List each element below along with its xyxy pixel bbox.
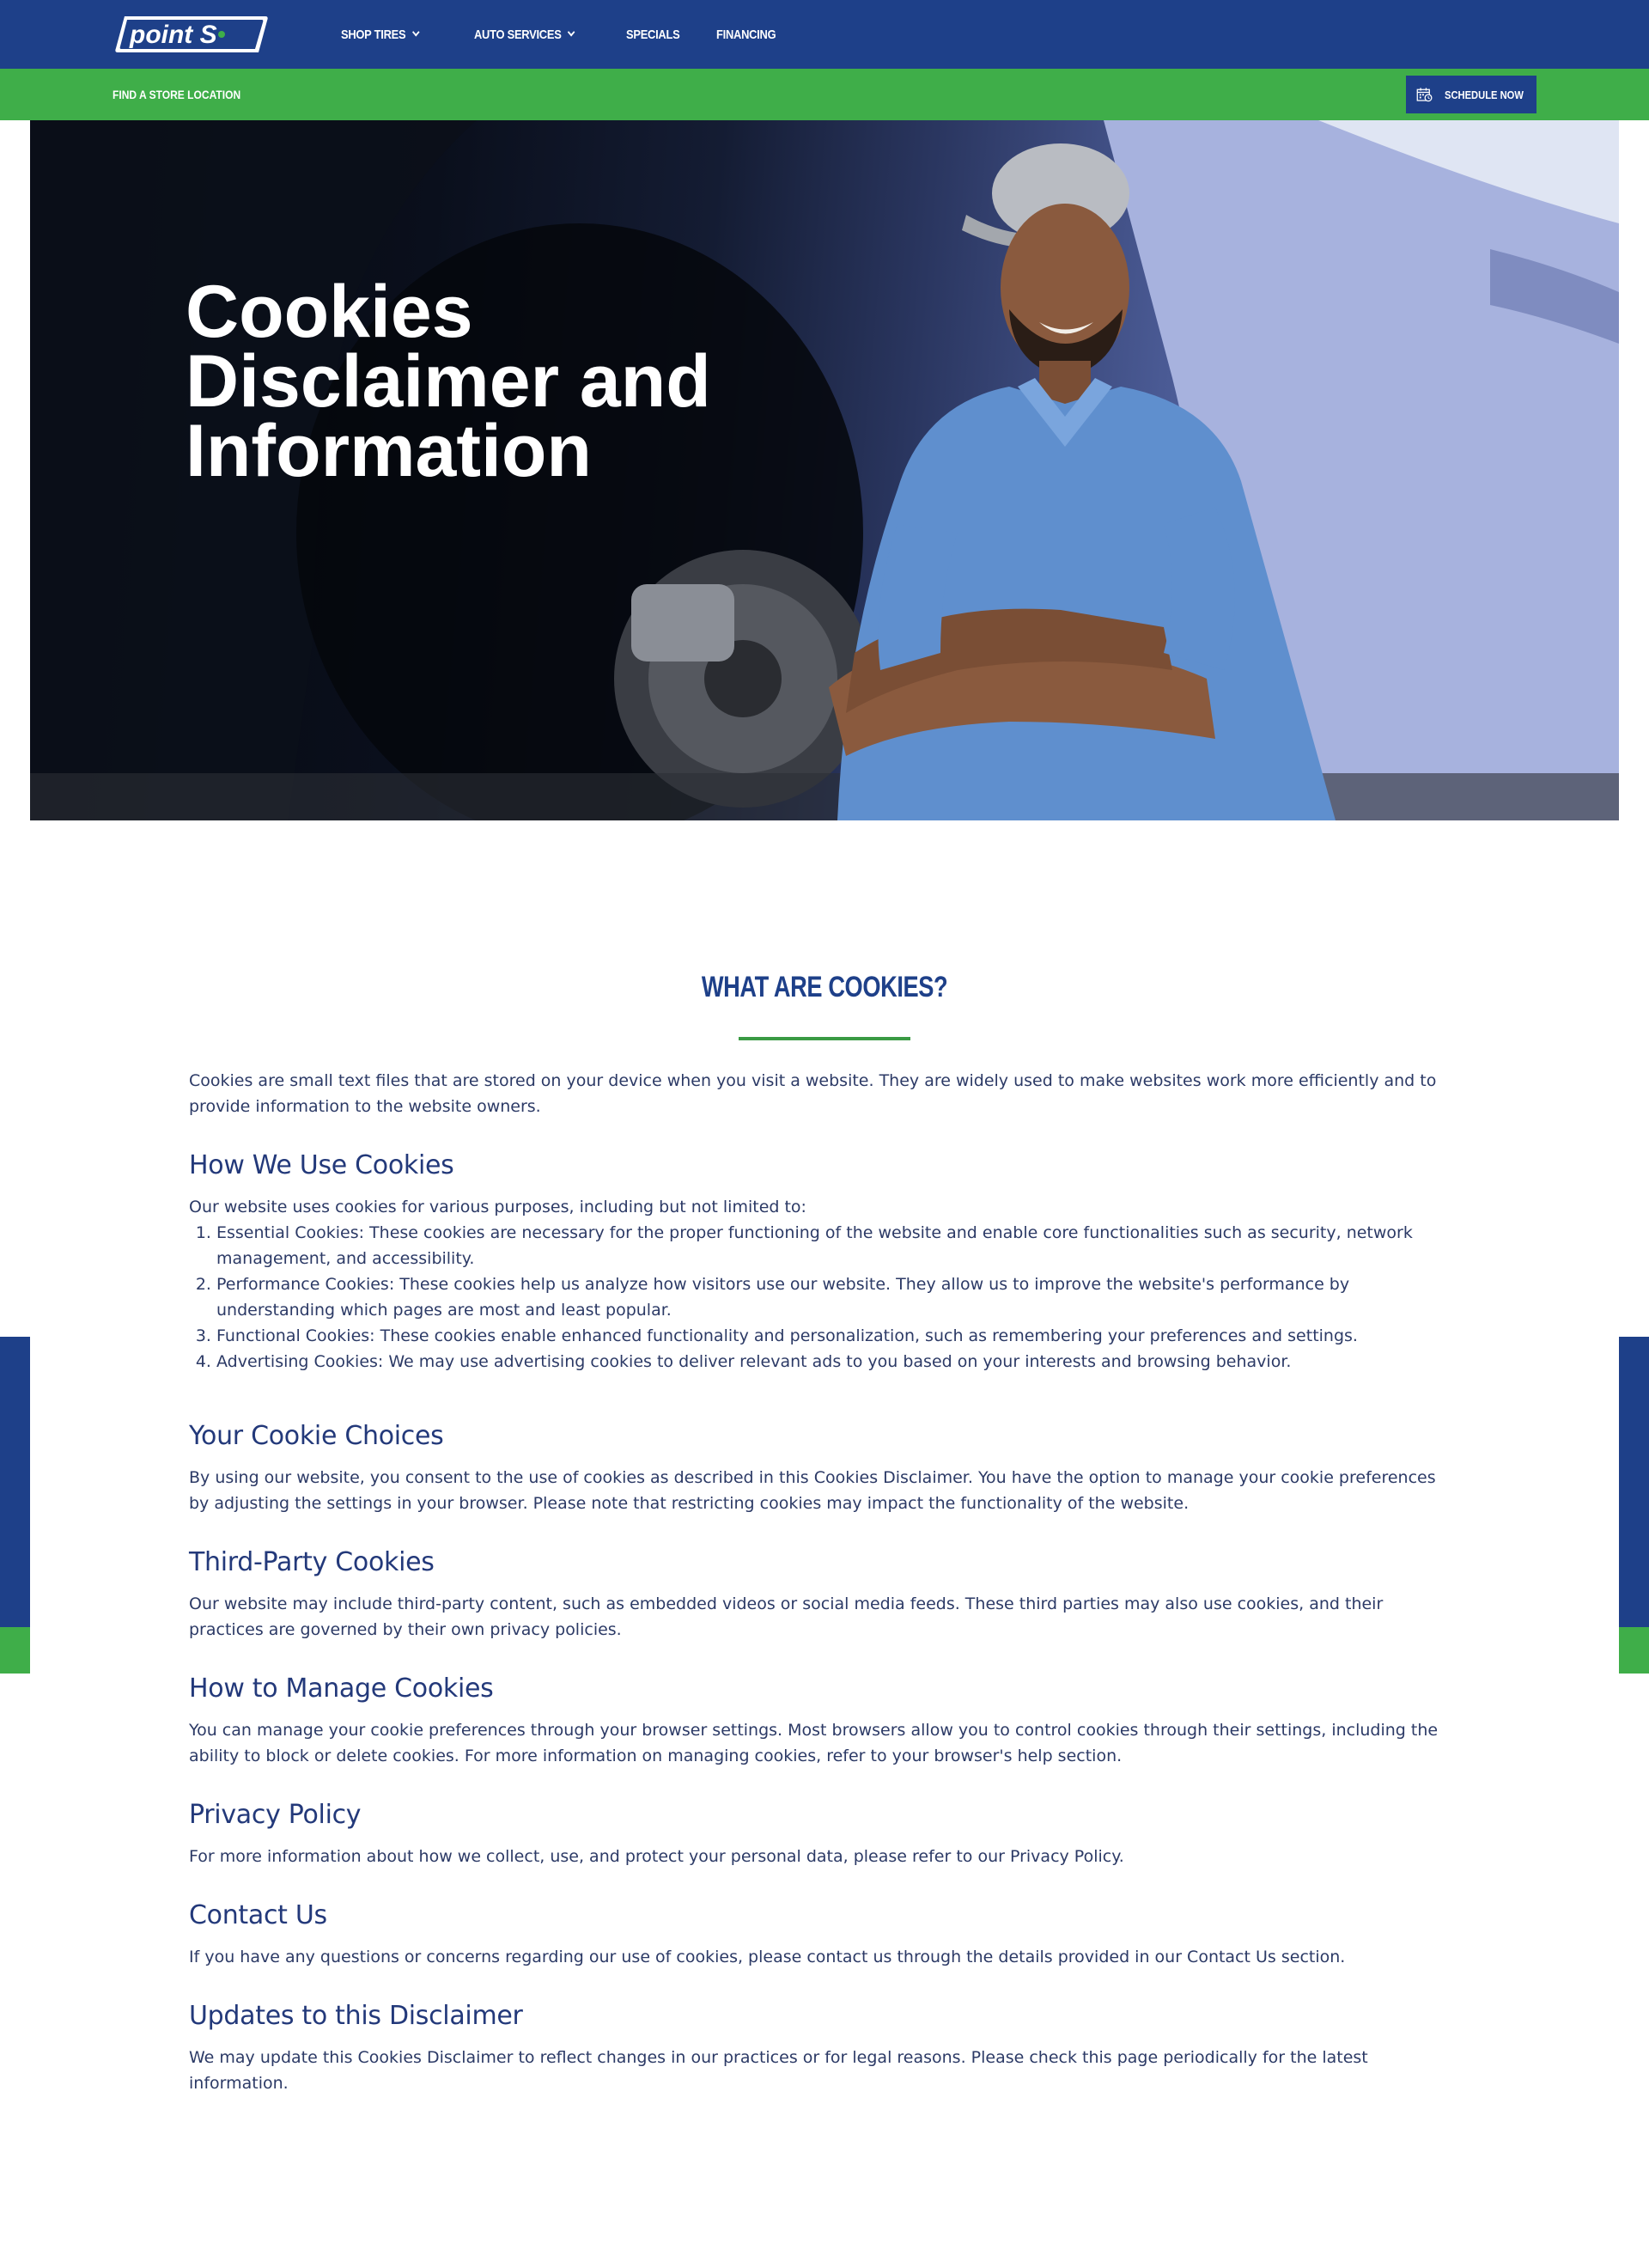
nav-financing-label: FINANCING [716,27,776,42]
left-accent-green [0,1627,30,1674]
nav-specials-label: SPECIALS [626,27,680,42]
heading-divider [739,1037,910,1040]
section-title-how-we-use: How We Use Cookies [189,1150,454,1180]
chevron-down-icon [568,28,575,37]
privacy-policy-body: For more information about how we collect, use, and protect your personal data, please refer to our Privacy Policy. [189,1847,1124,1866]
nav-auto-services-label: AUTO SERVICES [474,27,562,42]
nav-financing[interactable] [716,0,776,69]
list-item: 2. Performance Cookies: These cookies help us analyze how visitors use our website. They allow us to improve the website's performance by understanding which pages are most and least popular. [216,1271,1460,1323]
schedule-now-button[interactable] [1406,76,1536,113]
store-bar [0,69,1649,120]
right-accent-green [1619,1627,1649,1674]
page-title: Cookies Disclaimer and Information [186,271,711,492]
intro-paragraph: Cookies are small text files that are stored on your device when you visit a website. They are widely used to make websites work more efficiently and to provide information to the website owners. [189,1071,1437,1116]
manage-cookies-body: You can manage your cookie preferences through your browser settings. Most browsers allow you to control cookies through their settings, including the ability to block or delete cookies. For more information on managing cookies, refer to your browser's help section. [189,1721,1439,1765]
contact-us-body: If you have any questions or concerns regarding our use of cookies, please contact us through the details provided in our Contact Us section. [189,1948,1346,1966]
nav-auto-services[interactable] [474,0,574,69]
nav-shop-tires-label: SHOP TIRES [341,27,406,42]
nav-specials[interactable] [626,0,679,69]
list-item: 3. Functional Cookies: These cookies enable enhanced functionality and personalization, such as remembering your preferences and settings. [216,1323,1460,1349]
updates-body: We may update this Cookies Disclaimer to reflect changes in our practices or for legal reasons. Please check this page periodically for the latest information. [189,2048,1368,2093]
left-accent-blue [0,1337,30,1627]
list-item: 4. Advertising Cookies: We may use advertising cookies to deliver relevant ads to you based on your interests and browsing behavior. [216,1349,1460,1375]
cookie-uses-list [216,1220,1460,1375]
nav-shop-tires[interactable] [341,0,418,69]
svg-text:point S: point S [130,21,217,49]
right-accent-blue [1619,1337,1649,1627]
schedule-now-label: SCHEDULE NOW [1445,88,1524,101]
section-title-cookie-choices: Your Cookie Choices [189,1421,444,1451]
section-title-manage-cookies: How to Manage Cookies [189,1674,494,1704]
top-navigation [0,0,1649,69]
section-title-privacy-policy: Privacy Policy [189,1800,362,1830]
hero-banner [30,120,1619,820]
section-title-contact-us: Contact Us [189,1900,327,1930]
section-title-third-party: Third-Party Cookies [189,1547,435,1577]
third-party-body: Our website may include third-party content, such as embedded videos or social media feeds. These third parties may also use cookies, and their practices are governed by their own privacy policies. [189,1594,1384,1639]
find-store-link[interactable]: FIND A STORE LOCATION [113,88,241,101]
chevron-down-icon [412,28,420,37]
main-content [189,971,1460,2096]
list-item: 1. Essential Cookies: These cookies are necessary for the proper functioning of the website and enable core functionalities such as security, network management, and accessibility. [216,1220,1460,1271]
how-we-use-lead: Our website uses cookies for various purposes, including but not limited to: [189,1198,806,1216]
cookie-choices-body: By using our website, you consent to the use of cookies as described in this Cookies Disclaimer. You have the option to manage your cookie preferences by adjusting the settings in your browser. Please note that restricting cookies may impact the functionality of the website. [189,1468,1436,1513]
point-s-logo[interactable] [113,13,271,56]
section-heading: WHAT ARE COOKIES? [701,971,948,1003]
section-title-updates: Updates to this Disclaimer [189,2001,523,2031]
calendar-icon [1416,82,1433,107]
